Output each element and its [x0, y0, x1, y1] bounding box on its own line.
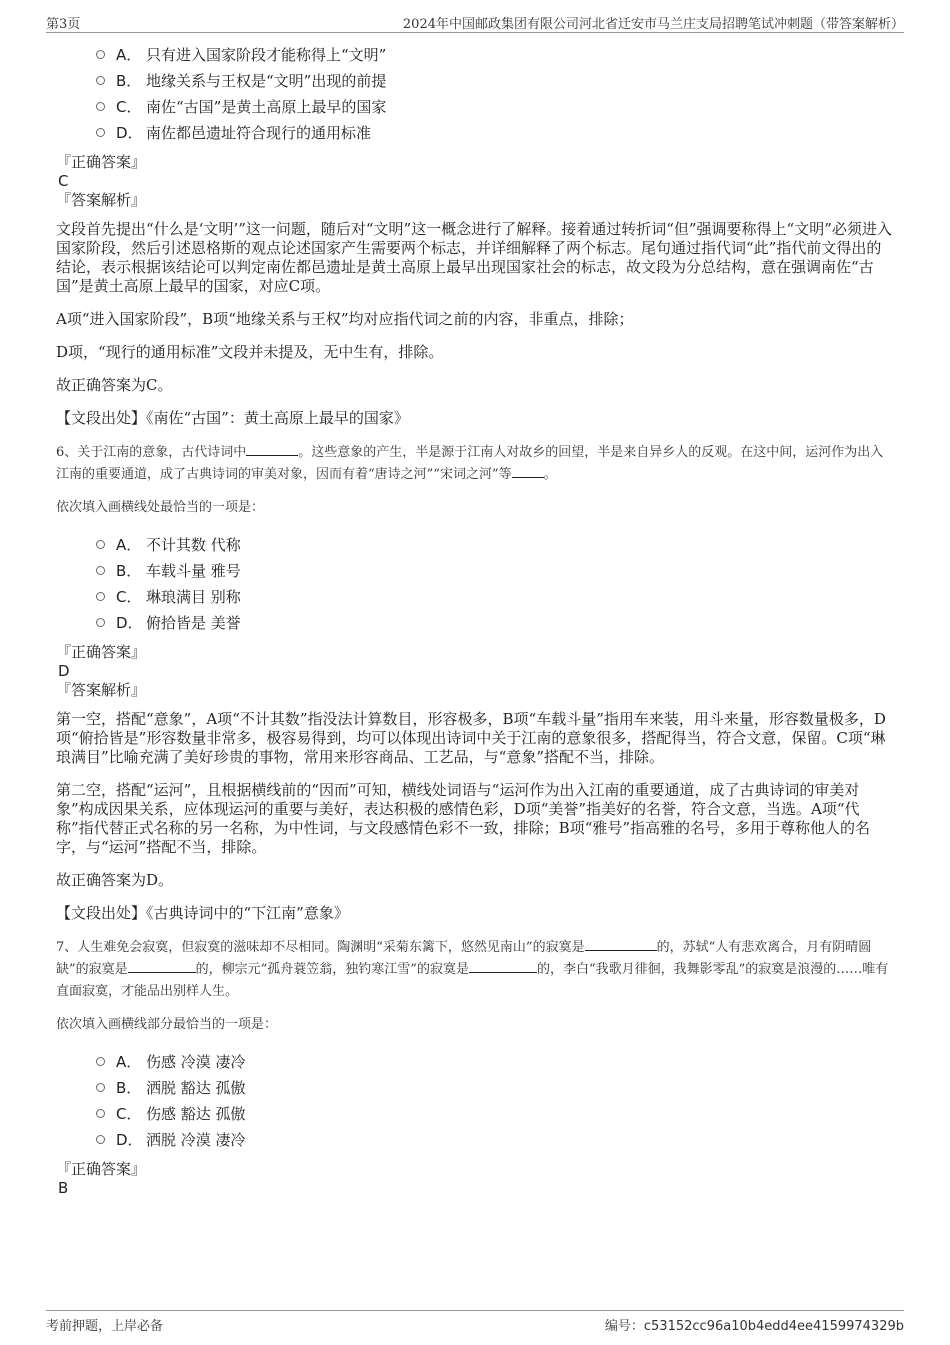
radio-icon[interactable] [96, 1057, 105, 1066]
q5-analysis-p4: 故正确答案为C。 [56, 376, 173, 394]
q6-option-a[interactable]: A． 不计其数 代称 [96, 532, 894, 558]
q7-answer: B [58, 1179, 69, 1197]
q6-analysis-p1: 第一空，搭配“意象”，A项“不计其数”指没法计算数目，形容极多，B项“车载斗量”指用车来装，用斗来量，形容数量极多，D项“俯拾皆是”形容数量非常多，极容易得到，均可以体现出诗词中关于江南的意象很多，搭配得当，符合文意，保留。C项“琳琅满目”比喻充满了美好珍贵的事物，常用来形容商品、工艺品，与“意象”搭配不当，排除。 [56, 710, 886, 766]
q7-option-d[interactable]: D． 洒脱 冷漠 凄冷 [96, 1127, 894, 1153]
radio-icon[interactable] [96, 592, 105, 601]
radio-icon[interactable] [96, 540, 105, 549]
q7-answer-tag: 『正确答案』 [56, 1160, 147, 1178]
q5-analysis-p1: 文段首先提出“什么是‘文明’”这一问题，随后对“文明”这一概念进行了解释。接着通过转折词“但”强调要称得上“文明”必须进入国家阶段，然后引述恩格斯的观点论述国家产生需要两个标志，并详细解释了两个标志。尾句通过指代词“此”指代前文得出的结论，表示根据该结论可以判定南佐都邑遗址是黄土高原上最早出现国家社会的标志，故文段为分总结构，意在强调南佐“古国”是黄土高原上最早的国家，对应C项。 [56, 220, 892, 295]
radio-icon[interactable] [96, 50, 105, 59]
q7-blank-3 [469, 960, 537, 973]
q5-options [96, 42, 894, 146]
q5-answer-tag: 『正确答案』 [56, 153, 147, 171]
q7-option-a[interactable]: A． 伤感 冷漠 凄冷 [96, 1049, 894, 1075]
document-id-code: c53152cc96a10b4edd4ee4159974329b [643, 1319, 904, 1334]
q6-option-d[interactable]: D． 俯拾皆是 美誉 [96, 610, 894, 636]
q5-analysis-p2: A项“进入国家阶段”，B项“地缘关系与王权”均对应指代词之前的内容，非重点，排除； [56, 310, 634, 328]
radio-icon[interactable] [96, 1083, 105, 1092]
q5-analysis-p3: D项，“现行的通用标准”文段并未提及，无中生有，排除。 [56, 343, 444, 361]
document-title: 2024年中国邮政集团有限公司河北省迁安市马兰庄支局招聘笔试冲刺题（带答案解析） [402, 17, 904, 32]
q5-option-d[interactable]: D． 南佐都邑遗址符合现行的通用标准 [96, 120, 894, 146]
page-header [46, 10, 904, 33]
main-content [56, 42, 894, 1197]
q5-option-a[interactable]: A． 只有进入国家阶段才能称得上“文明” [96, 42, 894, 68]
q6-analysis-p3: 故正确答案为D。 [56, 871, 174, 889]
page-number: 第3页 [46, 17, 81, 32]
q6-answer: D [58, 662, 70, 680]
radio-icon[interactable] [96, 566, 105, 575]
radio-icon[interactable] [96, 1135, 105, 1144]
q6-analysis-tag: 『答案解析』 [56, 681, 147, 699]
radio-icon[interactable] [96, 102, 105, 111]
q5-analysis-tag: 『答案解析』 [56, 191, 147, 209]
q6-options [96, 532, 894, 636]
q5-source: 【文段出处】《南佐“古国”：黄土高原上最早的国家》 [56, 409, 409, 427]
q7-option-b[interactable]: B． 洒脱 豁达 孤傲 [96, 1075, 894, 1101]
q5-option-b[interactable]: B． 地缘关系与王权是“文明”出现的前提 [96, 68, 894, 94]
q6-question: 6、关于江南的意象，古代诗词中 。这些意象的产生，半是源于江南人对故乡的回望，半是来自异乡人的反观。在这中间，运河作为出入江南的重要通道，成了古典诗词的审美对象，因而有着“唐诗之河”“宋词之河”等 。 [56, 445, 884, 482]
q6-option-c[interactable]: C． 琳琅满目 别称 [96, 584, 894, 610]
radio-icon[interactable] [96, 128, 105, 137]
document-id [605, 1315, 904, 1334]
q7-prompt: 依次填入画横线部分最恰当的一项是： [56, 1017, 278, 1032]
q6-source: 【文段出处】《古典诗词中的“下江南”意象》 [56, 904, 349, 922]
q7-question: 7、人生难免会寂寞，但寂寞的滋味却不尽相同。陶渊明“采菊东篱下，悠然见南山”的寂寞是 的，苏轼“人有悲欢离合，月有阴晴圆缺”的寂寞是 的，柳宗元“孤舟蓑笠翁，独钓寒江雪”的寂寞是 的，李白“我歌月徘徊，我舞影零乱”的寂寞是浪漫的……唯有直面寂寞，才能品出别样人生。 [56, 940, 889, 999]
q6-blank-1 [246, 443, 298, 456]
page-footer [46, 1310, 904, 1335]
q6-answer-tag: 『正确答案』 [56, 643, 147, 661]
q5-answer: C [58, 172, 69, 190]
q7-option-c[interactable]: C． 伤感 豁达 孤傲 [96, 1101, 894, 1127]
q6-prompt: 依次填入画横线处最恰当的一项是： [56, 500, 265, 515]
radio-icon[interactable] [96, 1109, 105, 1118]
q6-option-b[interactable]: B． 车载斗量 雅号 [96, 558, 894, 584]
document-id-label: 编号： [604, 1319, 644, 1334]
radio-icon[interactable] [96, 76, 105, 85]
q6-analysis-p2: 第二空，搭配“运河”，且根据横线前的“因而”可知，横线处词语与“运河作为出入江南的重要通道，成了古典诗词的审美对象”构成因果关系，应体现运河的重要与美好，表达积极的感情色彩，D项“美誉”指美好的名誉，符合文意，当选。A项“代称”指代替正式名称的另一名称，为中性词，与文段感情色彩不一致，排除；B项“雅号”指高雅的名号，多用于尊称他人的名字，与“运河”搭配不当，排除。 [56, 781, 871, 856]
q7-blank-2 [128, 960, 196, 973]
q7-options [96, 1049, 894, 1153]
q5-option-c[interactable]: C． 南佐“古国”是黄土高原上最早的国家 [96, 94, 894, 120]
radio-icon[interactable] [96, 618, 105, 627]
q7-blank-1 [585, 938, 657, 951]
footer-slogan: 考前押题，上岸必备 [46, 1319, 164, 1334]
q6-blank-2 [512, 465, 544, 478]
